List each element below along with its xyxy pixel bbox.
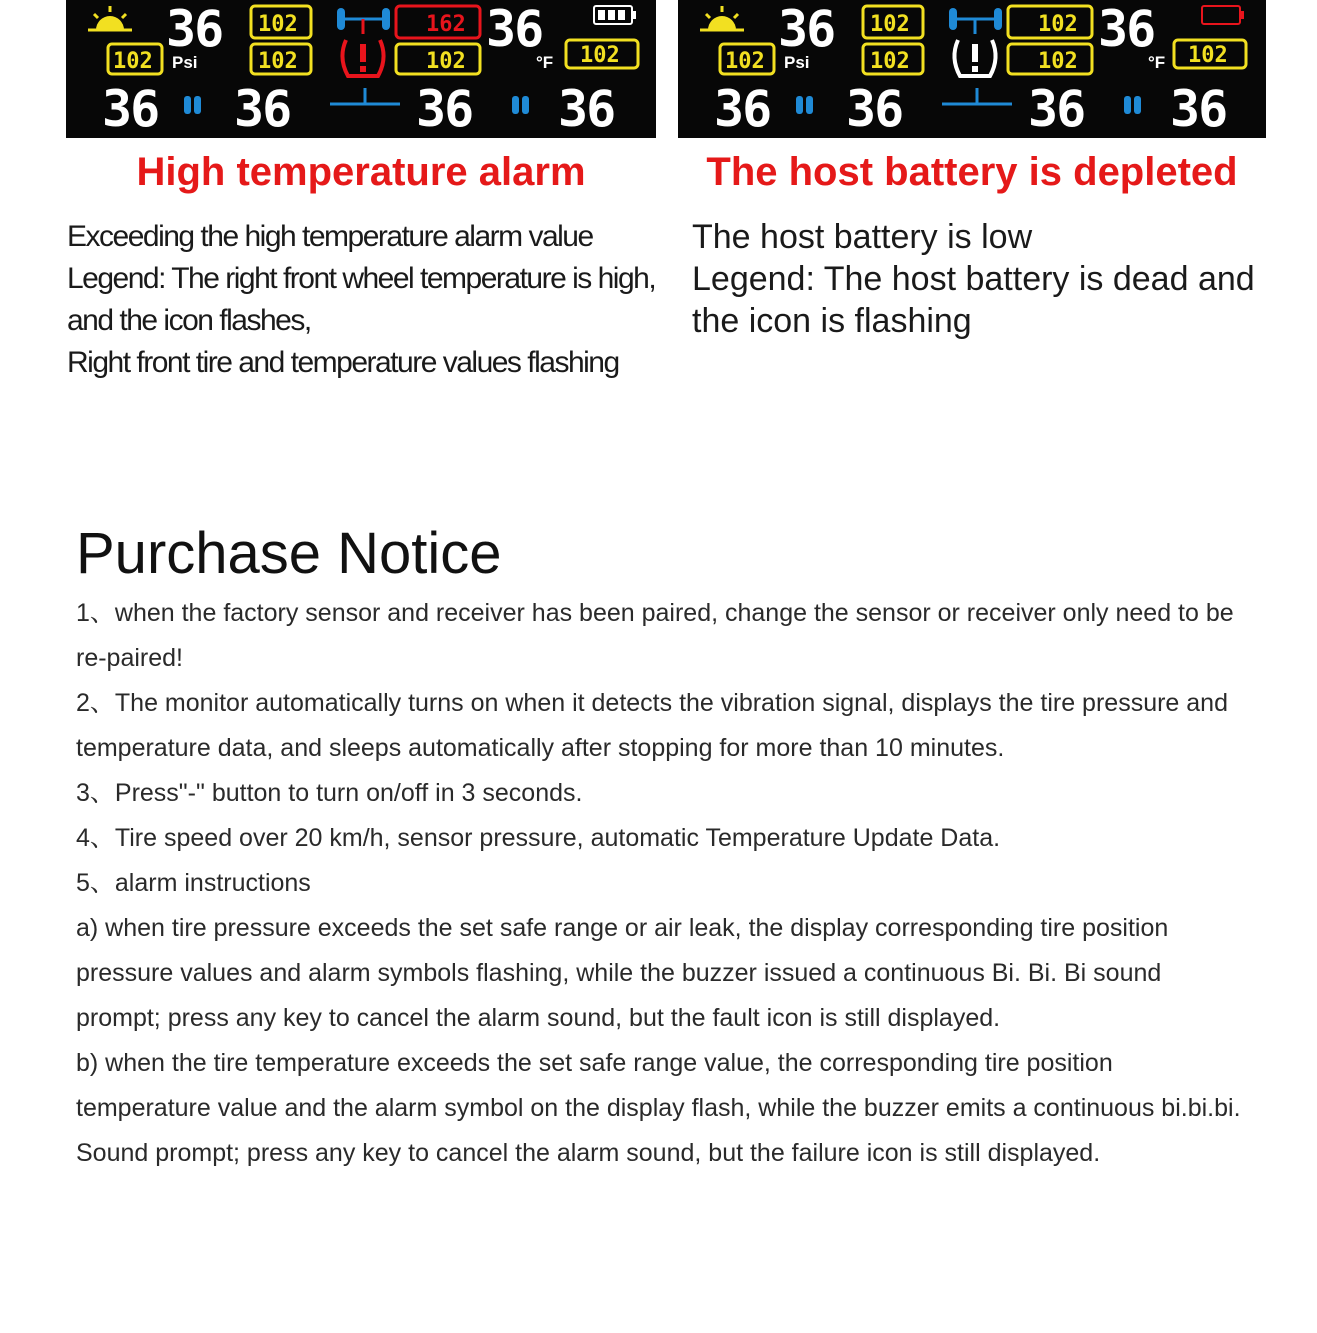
purchase-notice-list (76, 591, 1251, 1176)
lcd-display-battery-depleted (678, 0, 1266, 138)
rear-axle-icon (330, 88, 400, 104)
example-title-battery-depleted: The host battery is depleted (706, 150, 1238, 194)
front-right-temperature: 102 (1038, 12, 1078, 37)
tire-marker-icon (1124, 96, 1131, 114)
temperature-unit: °F (536, 53, 554, 72)
battery-full-icon (594, 6, 636, 24)
sun-icon (700, 6, 744, 30)
sun-icon (88, 6, 132, 30)
tire-marker-icon (194, 96, 201, 114)
rear-left-inner-pressure: 36 (234, 80, 291, 138)
front-right-pressure: 36 (486, 0, 543, 58)
rear-right-outer-pressure: 36 (1170, 80, 1227, 138)
notice-item: a) when tire pressure exceeds the set safe range or air leak, the display corresponding tire position pressure values and alarm symbols flashing, while the buzzer issued a continuous Bi. Bi. Bi sound prompt; press any key to cancel the alarm sound, but the fault icon is still displayed. (76, 914, 1169, 1032)
tire-marker-icon (184, 96, 191, 114)
rear-left-temperature: 102 (870, 49, 910, 74)
lcd-display-high-temperature (66, 0, 656, 138)
spare-temperature: 102 (725, 49, 765, 74)
rear-right-temperature: 102 (426, 49, 466, 74)
notice-item: 2、The monitor automatically turns on when it detects the vibration signal, displays the tire pressure and temperature data, and sleeps automatically after stopping for more than 10 minutes. (76, 689, 1228, 762)
pressure-unit: Psi (172, 53, 198, 72)
car-axle-icon (949, 8, 1002, 34)
description-line: Legend: The right front wheel temperature is high, (67, 262, 656, 295)
rear-left-outer-pressure: 36 (102, 80, 159, 138)
tire-marker-icon (512, 96, 519, 114)
pressure-unit: Psi (784, 53, 810, 72)
notice-item: 3、Press"-" button to turn on/off in 3 seconds. (76, 779, 583, 807)
tire-marker-icon (796, 96, 803, 114)
spare-temperature: 102 (113, 49, 153, 74)
rear-right-inner-pressure: 36 (1028, 80, 1085, 138)
extra-temperature: 102 (1188, 43, 1228, 68)
rear-axle-icon (942, 88, 1012, 104)
tire-status-icon (954, 40, 995, 76)
rear-left-temperature: 102 (258, 49, 298, 74)
rear-right-temperature: 102 (1038, 49, 1078, 74)
purchase-notice-title: Purchase Notice (76, 521, 502, 586)
front-left-pressure: 36 (166, 0, 223, 58)
front-left-temperature: 102 (258, 12, 298, 37)
description-line: the icon is flashing (692, 302, 972, 340)
rear-left-outer-pressure: 36 (714, 80, 771, 138)
notice-item: b) when the tire temperature exceeds the set safe range value, the corresponding tire position temperature value and the alarm symbol on the display flash, while the buzzer emits a continuous bi.bi.bi. Sound prompt; press any key to cancel the alarm sound, but the failure icon is still displayed. (76, 1049, 1241, 1167)
front-left-pressure: 36 (778, 0, 835, 58)
car-axle-icon (337, 8, 390, 34)
notice-item: 4、Tire speed over 20 km/h, sensor pressure, automatic Temperature Update Data. (76, 824, 1001, 852)
rear-right-inner-pressure: 36 (416, 80, 473, 138)
tire-marker-icon (806, 96, 813, 114)
notice-item: 5、alarm instructions (76, 869, 311, 897)
tire-alarm-icon (342, 40, 383, 76)
description-line: The host battery is low (692, 218, 1033, 256)
front-left-temperature: 102 (870, 12, 910, 37)
description-line: Right front tire and temperature values flashing (67, 346, 619, 379)
battery-empty-icon (1202, 6, 1244, 24)
description-line: Legend: The host battery is dead and (692, 260, 1255, 298)
front-right-temperature-alarm: 162 (426, 12, 466, 37)
example-description-high-temperature (67, 216, 667, 384)
notice-item: 1、when the factory sensor and receiver has been paired, change the sensor or receiver only need to be re-paired! (76, 599, 1234, 672)
extra-temperature: 102 (580, 43, 620, 68)
example-description-battery-depleted (692, 216, 1292, 342)
tire-marker-icon (522, 96, 529, 114)
description-line: Exceeding the high temperature alarm value (67, 220, 593, 253)
example-title-high-temperature: High temperature alarm (136, 150, 586, 194)
description-line: and the icon flashes, (67, 304, 311, 337)
tire-marker-icon (1134, 96, 1141, 114)
temperature-unit: °F (1148, 53, 1166, 72)
front-right-pressure: 36 (1098, 0, 1155, 58)
rear-right-outer-pressure: 36 (558, 80, 615, 138)
rear-left-inner-pressure: 36 (846, 80, 903, 138)
